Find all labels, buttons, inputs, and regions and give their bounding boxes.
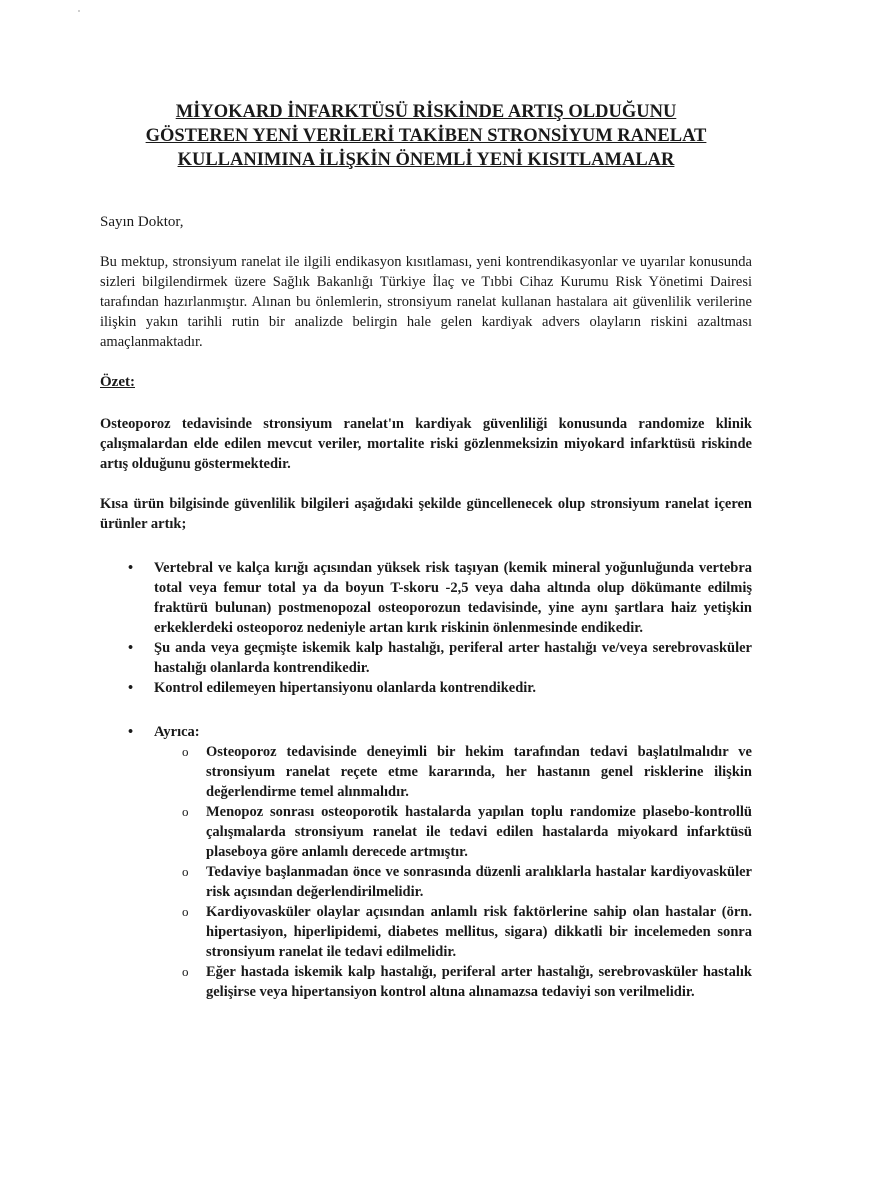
list-item-text: Şu anda veya geçmişte iskemik kalp hastalığı, periferal arter hastalığı ve/veya serebrovasküler hastalığı olanlarda kontrendikedir. bbox=[154, 640, 752, 676]
letter-page bbox=[100, 100, 752, 1002]
bullet-icon: • bbox=[128, 640, 134, 656]
circle-bullet-icon: o bbox=[182, 804, 189, 819]
circle-bullet-icon: o bbox=[182, 864, 189, 879]
title-line-2: GÖSTEREN YENİ VERİLERİ TAKİBEN STRONSİYUM RANELAT bbox=[145, 126, 707, 146]
bullet-icon: • bbox=[128, 680, 134, 696]
sub-list-item-text: Tedaviye başlanmadan önce ve sonrasında düzenli aralıklarla hastalar kardiyovasküler risk açısından değerlendirilmelidir. bbox=[206, 864, 752, 900]
salutation: Sayın Doktor, bbox=[100, 214, 184, 230]
list-item-text: Kontrol edilemeyen hipertansiyonu olanlarda kontrendikedir. bbox=[154, 680, 537, 696]
title-line-3: KULLANIMINA İLİŞKİN ÖNEMLİ YENİ KISITLAMALAR bbox=[177, 150, 675, 170]
list-item bbox=[100, 678, 752, 698]
circle-bullet-icon: o bbox=[182, 964, 189, 979]
list-item bbox=[100, 638, 752, 678]
restrictions-list bbox=[100, 558, 752, 1002]
sub-list-item-text: Kardiyovasküler olaylar açısından anlamlı risk faktörlerine sahip olan hastalar (örn. hipertasiyon, hiperlipidemi, diabetes mellitus, sigara) dikkatli bir incelemeden sonra stronsiyum ranelat ile tedavi edilmelidir. bbox=[206, 904, 752, 960]
summary-heading: Özet: bbox=[100, 374, 135, 390]
summary-paragraph: Osteoporoz tedavisinde stronsiyum ranelat'ın kardiyak güvenliliği konusunda randomize klinik çalışmalardan elde edilen mevcut veriler, mortalite riski gözlenmeksizin miyokard infarktüsü riskinde artış olduğunu göstermektedir. bbox=[100, 416, 752, 472]
bullet-icon: • bbox=[128, 560, 134, 576]
sub-list-item bbox=[154, 802, 752, 862]
bullet-icon: • bbox=[128, 724, 134, 740]
sub-list-item-text: Eğer hastada iskemik kalp hastalığı, periferal arter hastalığı, serebrovasküler hastalık gelişirse veya hipertansiyon kontrol altına alınamazsa tedaviyi son verilmelidir. bbox=[206, 964, 752, 1000]
list-item-also bbox=[100, 722, 752, 1002]
sub-list-item-text: Osteoporoz tedavisinde deneyimli bir hekim tarafından tedavi başlatılmalıdır ve stronsiyum ranelat reçete etme kararında, her hastanın genel risklerine ilişkin değerlendirme temel alınmalıdır. bbox=[206, 744, 752, 800]
circle-bullet-icon: o bbox=[182, 744, 189, 759]
title-line-1: MİYOKARD İNFARKTÜSÜ RİSKİNDE ARTIŞ OLDUĞUNU bbox=[175, 102, 677, 122]
list-item bbox=[100, 558, 752, 638]
intro-paragraph: Bu mektup, stronsiyum ranelat ile ilgili endikasyon kısıtlaması, yeni kontrendikasyonlar ve uyarılar konusunda sizleri bilgilendirmek üzere Sağlık Bakanlığı Türkiye İlaç ve Tıbbi Cihaz Kurumu Risk Yönetimi Dairesi tarafından hazırlanmıştır. Alınan bu önlemlerin, stronsiyum ranelat kullanan hastalara ait güvenlilik verilerine ilişkin yakın tarihli rutin bir analizde belirgin hale gelen kardiyak advers olayların riskini azaltması amaçlanmaktadır. bbox=[100, 254, 752, 350]
sub-list-item bbox=[154, 742, 752, 802]
scan-speck bbox=[78, 10, 80, 12]
also-label: Ayrıca: bbox=[154, 724, 200, 740]
letter-title bbox=[100, 100, 752, 172]
update-lead-paragraph: Kısa ürün bilgisinde güvenlilik bilgileri aşağıdaki şekilde güncellenecek olup stronsiyum ranelat içeren ürünler artık; bbox=[100, 496, 752, 532]
list-item-text: Vertebral ve kalça kırığı açısından yüksek risk taşıyan (kemik mineral yoğunluğunda vertebra total veya femur total ya da boyun T-skoru -2,5 veya daha altında olup dökümante edilmiş fraktürü bulunan) postmenopozal osteoporozun tedavisinde, yine aynı şartlara haiz yetişkin erkeklerdeki osteoporoz nedeniyle artan kırık riskinin önlenmesinde endikedir. bbox=[154, 560, 752, 636]
sub-list-item-text: Menopoz sonrası osteoporotik hastalarda yapılan toplu randomize plasebo-kontrollü çalışmalarda stronsiyum ranelat ile tedavi edilen hastalarda miyokard infarktüsü plaseboya göre anlamlı derecede artmıştır. bbox=[206, 804, 752, 860]
sub-list-item bbox=[154, 962, 752, 1002]
also-sublist bbox=[154, 742, 752, 1002]
sub-list-item bbox=[154, 902, 752, 962]
sub-list-item bbox=[154, 862, 752, 902]
circle-bullet-icon: o bbox=[182, 904, 189, 919]
